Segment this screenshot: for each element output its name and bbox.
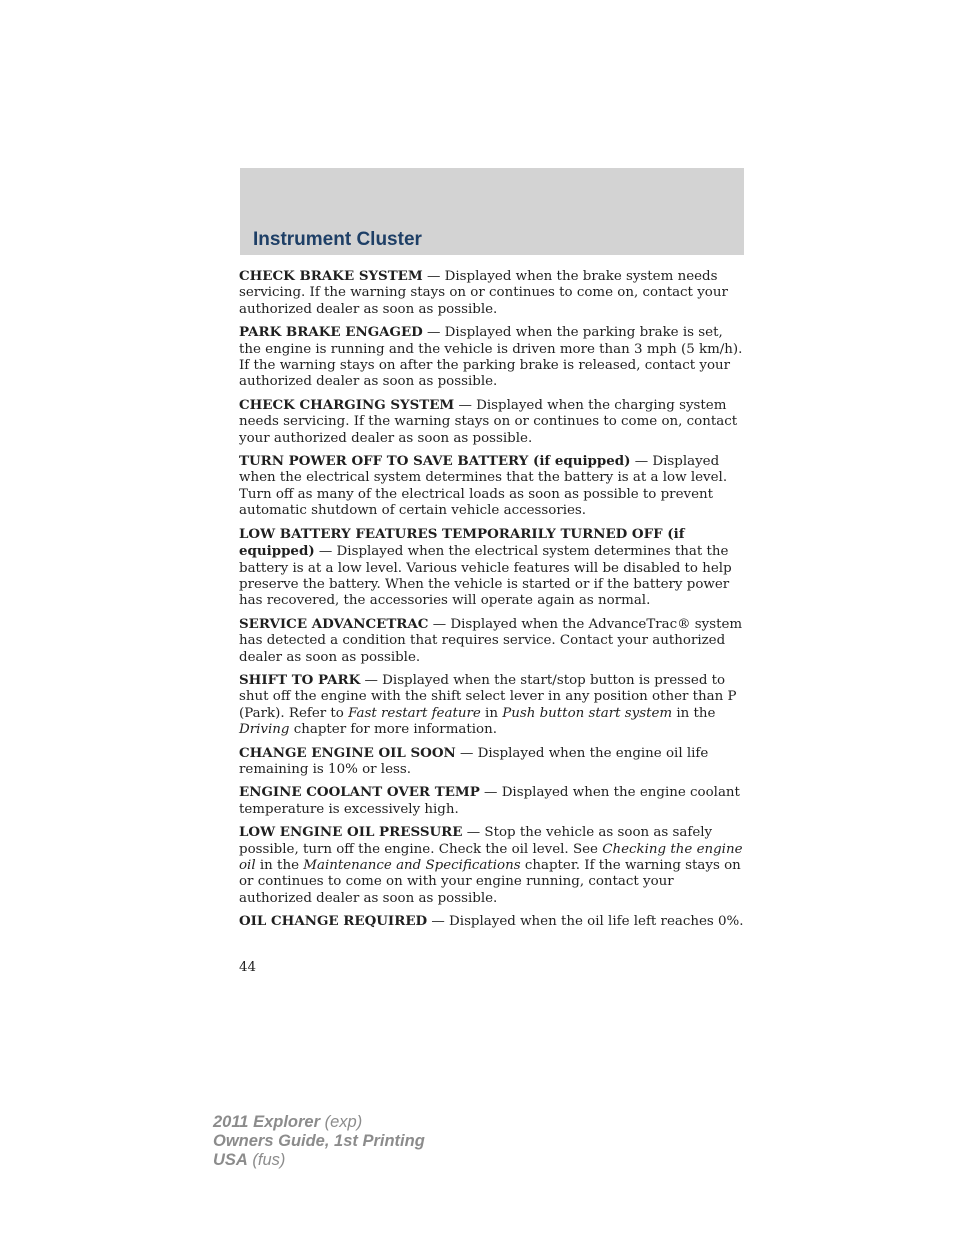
message-text: — Displayed when the engine oil life remaining is 10% or less.	[239, 745, 709, 777]
cross-reference: Fast restart feature	[348, 705, 481, 721]
page-number: 44	[239, 960, 257, 975]
warning-message-paragraph	[239, 526, 745, 610]
message-heading: SHIFT TO PARK	[239, 671, 361, 688]
warning-message-paragraph	[239, 616, 745, 666]
message-text: chapter. If the warning stays on or continues to come on with your engine running, contact your authorized dealer as soon as possible.	[239, 858, 741, 906]
warning-message-paragraph	[239, 268, 745, 318]
document-footer	[213, 1113, 425, 1170]
cross-reference: Checking the engine oil	[239, 841, 743, 873]
message-text: in the	[255, 858, 304, 873]
message-heading: OIL CHANGE REQUIRED	[239, 913, 428, 930]
warning-message-paragraph	[239, 324, 745, 391]
warning-message-paragraph	[239, 397, 745, 447]
message-text: — Displayed when the charging system needs servicing. If the warning stays on or continues to come on, contact your authorized dealer as soon as possible.	[239, 397, 738, 446]
message-heading: PARK BRAKE ENGAGED	[239, 324, 423, 341]
footer-line-market: USA (fus)	[213, 1151, 286, 1169]
message-text: — Displayed when the parking brake is set, the engine is running and the vehicle is driven more than 3 mph (5 km/h). If the warning stays on after the parking brake is released, contact your authorized dealer as soon as possible.	[239, 325, 743, 390]
warning-message-paragraph	[239, 784, 745, 818]
section-header	[240, 168, 744, 255]
message-heading: SERVICE ADVANCETRAC	[239, 615, 429, 632]
message-heading: CHECK CHARGING SYSTEM	[239, 396, 455, 413]
page-body	[239, 268, 745, 937]
message-heading: LOW BATTERY FEATURES TEMPORARILY TURNED OFF (if equipped)	[239, 525, 685, 560]
message-text: — Displayed when the electrical system determines that the battery is at a low level. Turn off as many of the electrical loads as soon as possible to prevent automatic shutdown of certain vehicle accessories.	[239, 454, 728, 519]
message-heading: TURN POWER OFF TO SAVE BATTERY (if equipped)	[239, 453, 631, 470]
message-text: — Displayed when the electrical system determines that the battery is at a low level. Various vehicle features will be disabled to help preserve the battery. When the vehicle is started or if the battery power has recovered, the accessories will operate again as normal.	[239, 544, 732, 609]
message-heading: CHANGE ENGINE OIL SOON	[239, 744, 456, 761]
footer-line-model: 2011 Explorer (exp)	[213, 1113, 363, 1131]
message-text: in the	[672, 705, 716, 721]
message-text: chapter for more information.	[289, 722, 497, 738]
warning-message-paragraph	[239, 453, 745, 520]
message-text: — Displayed when the oil life left reaches 0%.	[427, 914, 744, 930]
message-text: — Displayed when the start/stop button is pressed to shut off the engine with the shift select lever in any position other than P (Park). Refer to	[239, 672, 737, 721]
message-text: — Displayed when the AdvanceTrac® system has detected a condition that requires service. Contact your authorized dealer as soon as possible.	[239, 616, 743, 665]
message-text: — Displayed when the engine coolant temperature is excessively high.	[239, 785, 740, 817]
cross-reference: Driving	[239, 722, 290, 738]
cross-reference: Maintenance and Specifications	[303, 858, 521, 873]
cross-reference: Push button start system	[502, 705, 673, 721]
warning-message-paragraph	[239, 672, 745, 739]
message-text: — Displayed when the brake system needs servicing. If the warning stays on or continues to come on, contact your authorized dealer as soon as possible.	[239, 269, 728, 317]
message-text: — Stop the vehicle as soon as safely possible, turn off the engine. Check the oil level. See	[239, 825, 713, 857]
warning-message-paragraph	[239, 824, 745, 907]
message-heading: CHECK BRAKE SYSTEM	[239, 268, 423, 284]
warning-message-paragraph	[239, 745, 745, 779]
footer-line-guide: Owners Guide, 1st Printing	[213, 1132, 425, 1150]
message-text: in	[480, 705, 503, 721]
section-title: Instrument Cluster	[253, 229, 422, 250]
message-heading: ENGINE COOLANT OVER TEMP	[239, 784, 480, 801]
message-heading: LOW ENGINE OIL PRESSURE	[239, 824, 463, 841]
warning-message-paragraph	[239, 913, 745, 930]
